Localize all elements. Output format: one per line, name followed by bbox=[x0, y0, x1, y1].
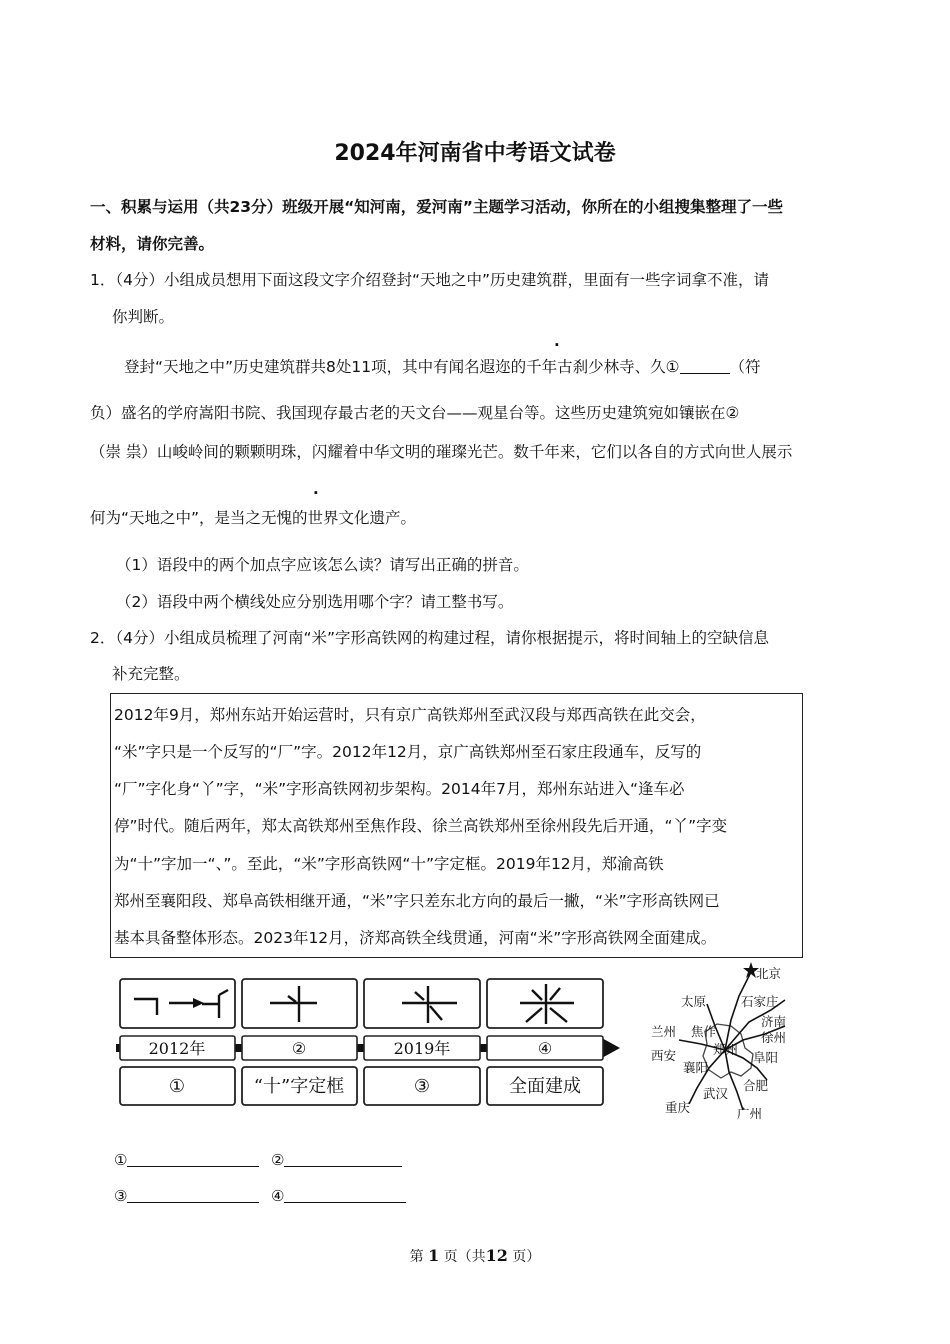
q1-passage-line4: 何为“天地之中”，是当之无愧的世界文化遗产。 bbox=[90, 509, 417, 527]
q2-passage-line: “米”字只是一个反写的“厂”字。2012年12月，京广高铁郑州至石家庄段通车，反写的 bbox=[114, 743, 702, 761]
city-label: 襄阳 bbox=[683, 1060, 709, 1075]
glyph-shi bbox=[402, 986, 457, 1023]
q2-passage-line: 郑州至襄阳段、郑阜高铁相继开通，“米”字只差东北方向的最后一撇，“米”字形高铁网已 bbox=[114, 892, 720, 910]
city-label: 石家庄 bbox=[741, 994, 779, 1009]
footer-prefix: 第 bbox=[409, 1249, 424, 1265]
city-label: 阜阳 bbox=[753, 1050, 779, 1065]
timeline-label-2: “十”字定框 bbox=[253, 1076, 345, 1097]
q1-passage-line1-text: 登封“天地之中”历史建筑群共8处11项，其中有闻名遐迩的千年古刹少林寺、久① bbox=[124, 358, 680, 376]
q1-sub2: （2）语段中两个横线处应分别选用哪个字？请工整书写。 bbox=[116, 593, 514, 611]
q1-passage-line1-choice: （符 bbox=[729, 358, 761, 376]
timeline-figure bbox=[112, 968, 627, 1116]
answer-blank-4[interactable] bbox=[284, 1186, 406, 1203]
city-label: 合肥 bbox=[743, 1078, 769, 1093]
q1-stem-line2: 你判断。 bbox=[112, 308, 175, 326]
answer-row-1 bbox=[114, 1150, 259, 1169]
timeline-date-3: 2019年 bbox=[393, 1039, 451, 1058]
q2-passage-line: 2012年9月，郑州东站开始运营时，只有京广高铁郑州至武汉段与郑西高铁在此交会， bbox=[114, 706, 706, 724]
answer-label-1: ① bbox=[114, 1151, 128, 1169]
q2-passage-line: “厂”字化身“丫”字，“米”字形高铁网初步架构。2014年7月，郑州东站进入“逢车必 bbox=[114, 780, 685, 798]
q2-stem-line2: 补充完整。 bbox=[112, 665, 190, 683]
q2-stem-line1: 2．（4分）小组成员梳理了河南“米”字形高铁网的构建过程，请你根据提示，将时间轴上的空缺信息 bbox=[90, 629, 770, 647]
footer-suffix: 页） bbox=[512, 1249, 541, 1265]
timeline-date-1: 2012年 bbox=[148, 1039, 206, 1058]
timeline-date-2: ② bbox=[291, 1039, 307, 1058]
answer-blank-2[interactable] bbox=[284, 1150, 402, 1167]
answer-row-4 bbox=[271, 1186, 406, 1205]
q1-passage-line1 bbox=[124, 355, 761, 377]
glyph-reverse-chang bbox=[134, 990, 228, 1018]
city-label: 济南 bbox=[761, 1014, 787, 1029]
city-label: 郑州 bbox=[713, 1042, 739, 1057]
blank-1[interactable] bbox=[680, 357, 730, 374]
answer-blank-1[interactable] bbox=[127, 1150, 259, 1167]
timeline-label-1: ① bbox=[168, 1076, 186, 1097]
emphasis-dot: · bbox=[554, 336, 560, 354]
page-title: 2024年河南省中考语文试卷 bbox=[334, 141, 616, 166]
timeline-label-3: ③ bbox=[413, 1076, 431, 1097]
q2-passage-line: 基本具备整体形态。2023年12月，济郑高铁全线贯通，河南“米”字形高铁网全面建成。 bbox=[114, 929, 717, 947]
q1-passage-line3: （崇 祟）山峻岭间的颗颗明珠，闪耀着中华文明的璀璨光芒。数千年来，它们以各自的方式向世人展示 bbox=[90, 443, 793, 461]
answer-label-3: ③ bbox=[114, 1187, 128, 1205]
section-heading-line1: 一、积累与运用（共23分）班级开展“知河南，爱河南”主题学习活动，你所在的小组搜集整理了一些 bbox=[90, 198, 783, 216]
q1-stem-line1: 1．（4分）小组成员想用下面这段文字介绍登封“天地之中”历史建筑群，里面有一些字词拿不准，请 bbox=[90, 271, 770, 289]
city-label: 太原 bbox=[681, 994, 707, 1009]
answer-row-2 bbox=[271, 1150, 402, 1169]
q2-passage-line: 停”时代。随后两年，郑太高铁郑州至焦作段、徐兰高铁郑州至徐州段先后开通，“丫”字变 bbox=[114, 817, 728, 835]
q1-sub1: （1）语段中的两个加点字应该怎么读？请写出正确的拼音。 bbox=[116, 556, 529, 574]
rail-map bbox=[645, 960, 795, 1126]
city-label: 西安 bbox=[651, 1048, 677, 1063]
timeline-date-4: ④ bbox=[537, 1039, 553, 1058]
city-label: 徐州 bbox=[761, 1030, 787, 1045]
glyph-mi bbox=[520, 984, 574, 1024]
city-label: 武汉 bbox=[703, 1086, 729, 1101]
city-label: 兰州 bbox=[651, 1024, 677, 1039]
city-label: 北京 bbox=[756, 966, 782, 981]
answer-row-3 bbox=[114, 1186, 259, 1205]
q1-passage-line2: 负）盛名的学府嵩阳书院、我国现存最古老的天文台——观星台等。这些历史建筑宛如镶嵌在② bbox=[90, 404, 740, 422]
footer-total-pages: 12 bbox=[485, 1246, 508, 1265]
emphasis-dot: · bbox=[313, 484, 319, 502]
glyph-ya bbox=[270, 986, 317, 1022]
answer-label-4: ④ bbox=[271, 1187, 285, 1205]
section-heading-line2: 材料，请你完善。 bbox=[90, 235, 215, 253]
q2-passage-line: 为“十”字加一“、”。至此，“米”字形高铁网“十”字定框。2019年12月，郑渝高铁 bbox=[114, 855, 664, 873]
timeline-label-4: 全面建成 bbox=[509, 1076, 581, 1097]
answer-label-2: ② bbox=[271, 1151, 285, 1169]
page-footer bbox=[0, 1246, 950, 1266]
city-label: 广州 bbox=[737, 1106, 763, 1121]
answer-blank-3[interactable] bbox=[127, 1186, 259, 1203]
city-label: 重庆 bbox=[665, 1100, 691, 1115]
footer-page-number: 1 bbox=[428, 1246, 440, 1265]
footer-mid: 页（共 bbox=[443, 1249, 486, 1265]
city-label: 焦作 bbox=[691, 1024, 717, 1039]
